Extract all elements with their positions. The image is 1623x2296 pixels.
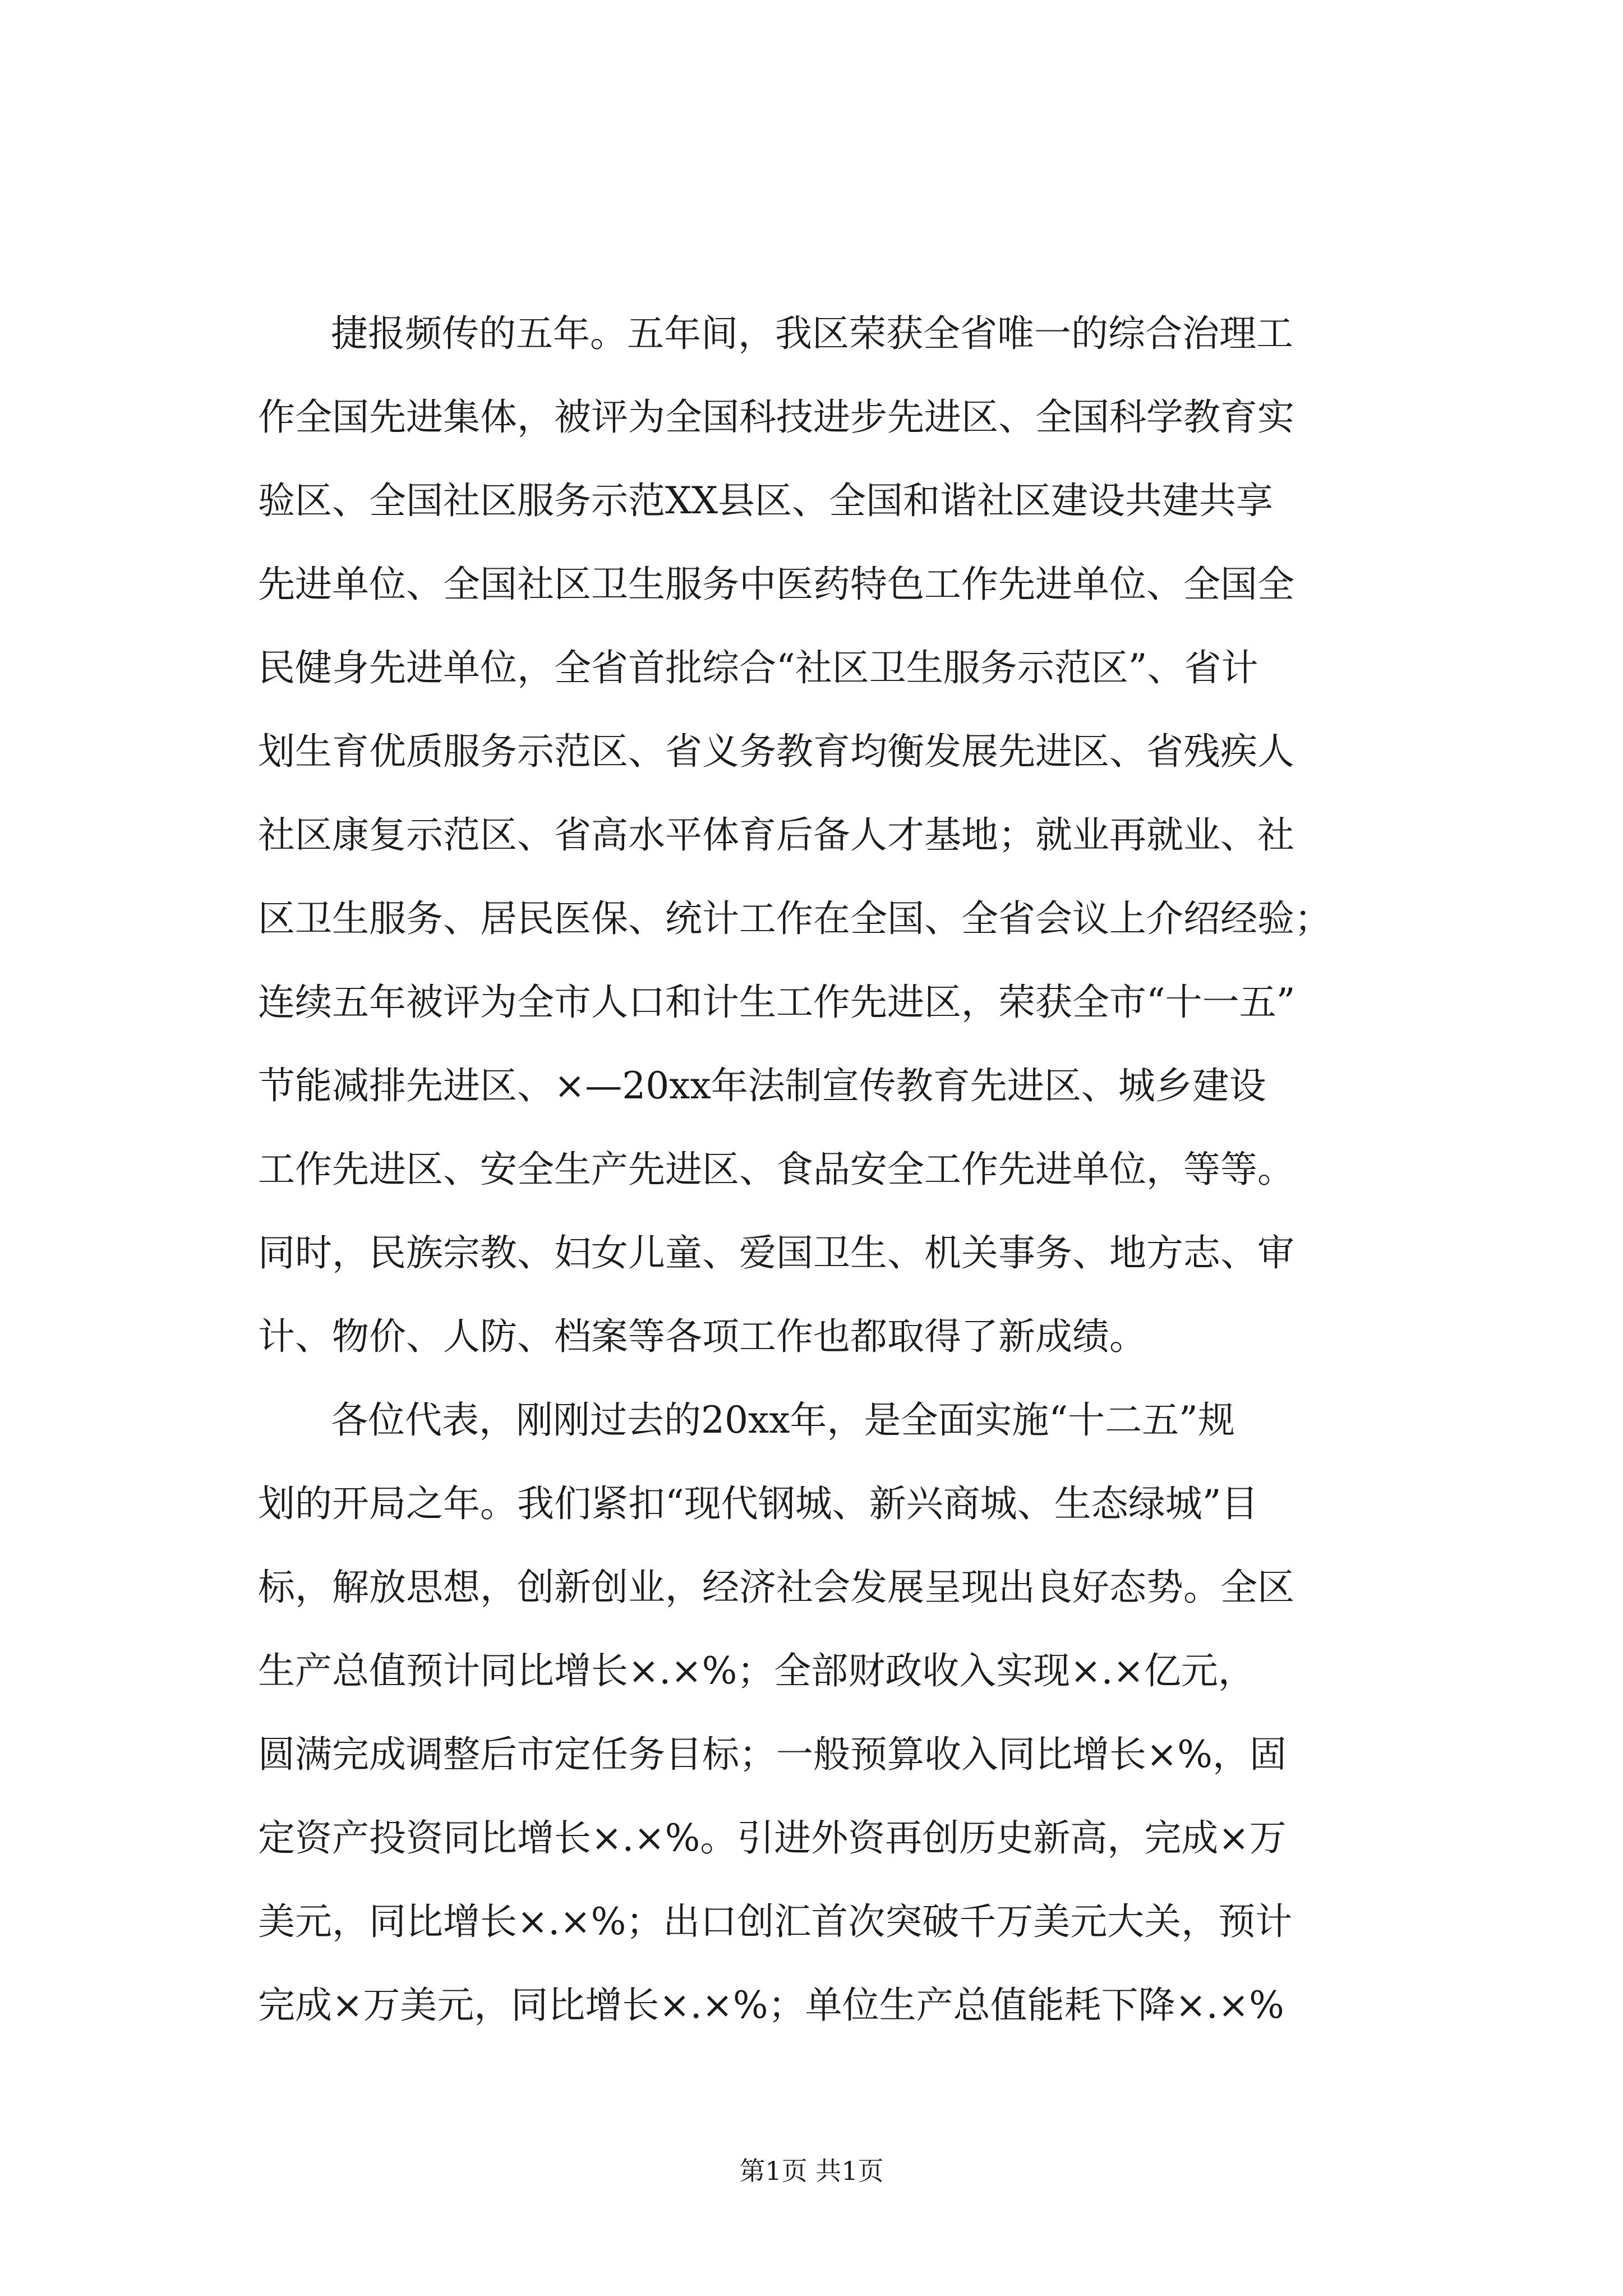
text-line: 划的开局之年。我们紧扣“现代钢城、新兴商城、生态绿城”目 <box>258 1482 1258 1525</box>
text-line: 划生育优质服务示范区、省义务教育均衡发展先进区、省残疾人 <box>258 730 1294 773</box>
text-line: 区卫生服务、居民医保、统计工作在全国、全省会议上介绍经验； <box>258 897 1331 940</box>
text-line: 连续五年被评为全市人口和计生工作先进区，荣获全市“十一五” <box>258 981 1295 1024</box>
text-line: 美元，同比增长×.×%；出口创汇首次突破千万美元大关，预计 <box>258 1900 1293 1943</box>
text-line: 验区、全国社区服务示范XX县区、全国和谐社区建设共建共享 <box>258 479 1273 522</box>
text-line: 完成×万美元，同比增长×.×%；单位生产总值能耗下降×.×% <box>258 1984 1284 2027</box>
text-line: 定资产投资同比增长×.×%。引进外资再创历史新高，完成×万 <box>258 1816 1287 1860</box>
text-line: 民健身先进单位，全省首批综合“社区卫生服务示范区”、省计 <box>258 646 1258 689</box>
text-line: 各位代表，刚刚过去的20xx年，是全面实施“十二五”规 <box>331 1398 1235 1442</box>
text-line: 作全国先进集体，被评为全国科技进步先进区、全国科学教育实 <box>258 395 1294 439</box>
text-line: 生产总值预计同比增长×.×%；全部财政收入实现×.×亿元， <box>258 1649 1255 1692</box>
text-line: 同时，民族宗教、妇女儿童、爱国卫生、机关事务、地方志、审 <box>258 1231 1294 1274</box>
text-line: 社区康复示范区、省高水平体育后备人才基地；就业再就业、社 <box>258 813 1294 857</box>
text-line: 先进单位、全国社区卫生服务中医药特色工作先进单位、全国全 <box>258 563 1294 606</box>
body-text <box>258 292 1464 2047</box>
text-line: 工作先进区、安全生产先进区、食品安全工作先进单位，等等。 <box>258 1148 1294 1191</box>
page-footer: 第1页 共1页 <box>739 2156 884 2186</box>
text-line: 节能减排先进区、×—20xx年法制宣传教育先进区、城乡建设 <box>258 1064 1266 1107</box>
text-line: 捷报频传的五年。五年间，我区荣获全省唯一的综合治理工 <box>331 312 1293 355</box>
text-line: 计、物价、人防、档案等各项工作也都取得了新成绩。 <box>258 1315 1146 1358</box>
text-line: 圆满完成调整后市定任务目标；一般预算收入同比增长×%，固 <box>258 1733 1287 1776</box>
text-line: 标，解放思想，创新创业，经济社会发展呈现出良好态势。全区 <box>258 1566 1294 1609</box>
